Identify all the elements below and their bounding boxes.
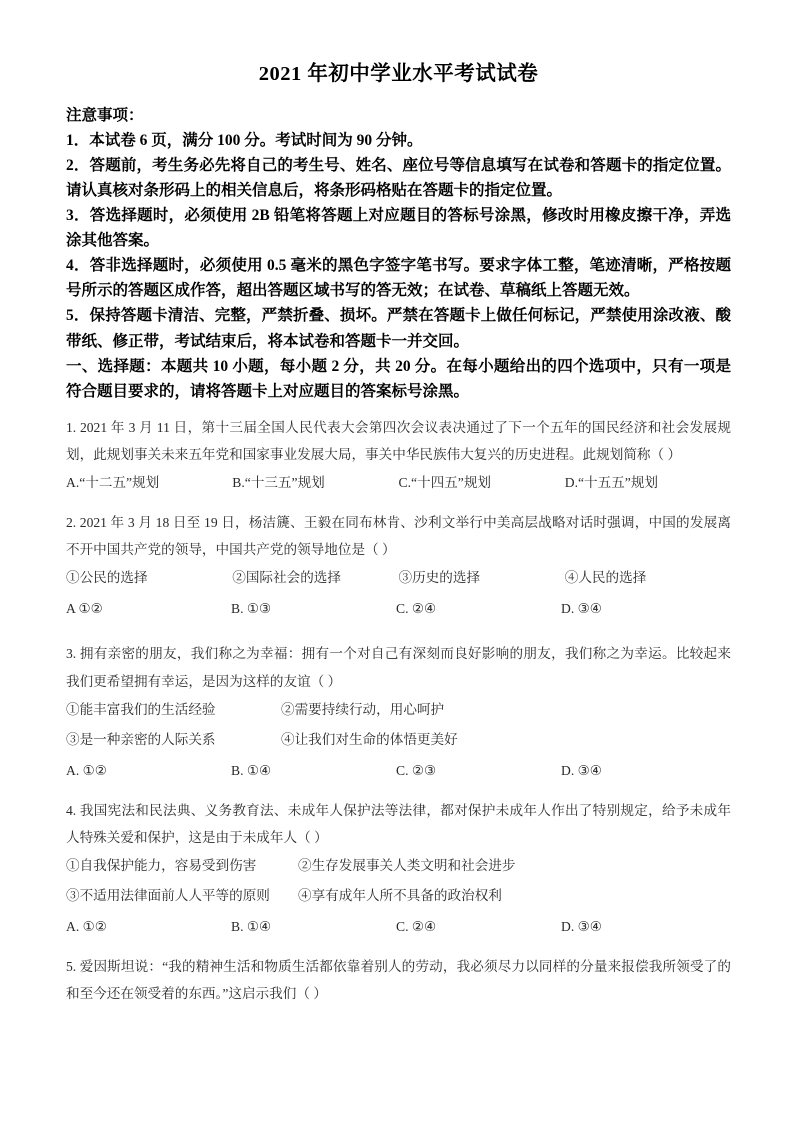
- question-5-stem: 5. 爱因斯坦说：“我的精神生活和物质生活都依靠着别人的劳动，我必须尽力以同样的分量来报偿我所领受了的和至今还在领受着的东西。”这启示我们（ ）: [66, 958, 731, 1001]
- question-4-choices: [66, 912, 731, 943]
- question-2-statement-1: ①公民的选择: [66, 570, 148, 586]
- question-1-choice-a[interactable]: A.“十二五”规划: [66, 475, 160, 491]
- question-4: [66, 797, 731, 943]
- question-2-statements: [66, 563, 731, 594]
- question-2-stem: 2. 2021 年 3 月 18 日至 19 日，杨洁篪、王毅在同布林肯、沙利文举行中美高层战略对话时强调，中国的发展离不开中国共产党的领导，中国共产党的领导地位是（ ）: [66, 514, 731, 558]
- question-4-statement-4: ④享有成年人所不具备的政治权利: [298, 888, 502, 904]
- question-3-stem: 3. 拥有亲密的朋友，我们称之为幸福：拥有一个对自己有深刻而良好影响的朋友，我们称之为幸运。比较起来我们更希望拥有幸运，是因为这样的友谊（ ）: [66, 646, 731, 689]
- question-3-statement-3: ③是一种亲密的人际关系: [66, 732, 216, 748]
- question-4-choice-b[interactable]: B. ①④: [231, 919, 272, 935]
- question-4-statements-row-1: [66, 851, 731, 882]
- question-3-choice-b[interactable]: B. ①④: [231, 762, 272, 778]
- page-title: 2021 年初中学业水平考试试卷: [258, 63, 539, 85]
- question-1-stem: 1. 2021 年 3 月 11 日，第十三届全国人民代表大会第四次会议表决通过了下一个五年的国民经济和社会发展规划，此规划事关未来五年党和国家事业发展大局，事关中华民族伟大复兴的历史进程。此规划简称（ ）: [66, 419, 731, 463]
- notice-item-1: 1．本试卷 6 页，满分 100 分。考试时间为 90 分钟。: [66, 131, 423, 149]
- question-2-choice-c[interactable]: C. ②④: [396, 600, 437, 616]
- question-4-statement-3: ③不适用法律面前人人平等的原则: [66, 888, 270, 904]
- question-4-choice-a[interactable]: A. ①②: [66, 919, 107, 935]
- question-1-choices: [66, 468, 731, 499]
- question-1: [66, 414, 731, 499]
- question-2-choice-d[interactable]: D. ③④: [561, 600, 602, 616]
- question-2: [66, 509, 731, 625]
- question-1-choice-c[interactable]: C.“十四五”规划: [398, 475, 492, 491]
- question-4-statement-1: ①自我保护能力，容易受到伤害: [66, 857, 257, 873]
- question-3-statement-1: ①能丰富我们的生活经验: [66, 701, 216, 717]
- question-3-statements-row-1: [66, 695, 731, 726]
- question-4-statement-2: ②生存发展事关人类文明和社会进步: [298, 857, 516, 873]
- question-3-statement-2: ②需要持续行动，用心呵护: [281, 701, 445, 717]
- notice-item-5: 5．保持答题卡清洁、完整，严禁折叠、损坏。严禁在答题卡上做任何标记，严禁使用涂改液、酸带纸、修正带，考试结束后，将本试卷和答题卡一并交回。: [66, 307, 731, 350]
- question-3: [66, 640, 731, 786]
- question-2-choices: [66, 594, 731, 625]
- question-spacer: [66, 624, 731, 630]
- notice-section: [66, 103, 731, 354]
- question-4-statements-row-2: [66, 881, 731, 912]
- question-3-choices: [66, 756, 731, 787]
- notice-item-4: 4．答非选择题时，必须使用 0.5 毫米的黑色字签字笔书写。要求字体工整，笔迹清晰，严格按题号所示的答题区成作答，超出答题区域书写的答无效；在试卷、草稿纸上答题无效。: [66, 257, 731, 300]
- notice-heading: 注意事项：: [66, 106, 144, 124]
- question-3-choice-d[interactable]: D. ③④: [561, 762, 602, 778]
- section-heading-multiple-choice: 一、选择题：本题共 10 小题，每小题 2 分，共 20 分。在每小题给出的四个选项中，只有一项是符合题目要求的，请将答题卡上对应题目的答案标号涂黑。: [66, 357, 731, 400]
- question-2-statement-4: ④人民的选择: [564, 570, 647, 586]
- question-4-choice-d[interactable]: D. ③④: [561, 919, 602, 935]
- notice-item-2: 2．答题前，考生务必先将自己的考生号、姓名、座位号等信息填写在试卷和答题卡的指定位置。请认真核对条形码上的相关信息后，将条形码格贴在答题卡的指定位置。: [66, 156, 731, 199]
- question-2-statement-3: ③历史的选择: [398, 570, 481, 586]
- notice-item-3: 3．答选择题时，必须使用 2B 铅笔将答题上对应题目的答标号涂黑，修改时用橡皮擦干净，弄选涂其他答案。: [66, 207, 731, 250]
- question-5: [66, 953, 731, 1007]
- question-3-choice-c[interactable]: C. ②③: [396, 762, 437, 778]
- question-1-choice-b[interactable]: B.“十三五”规划: [232, 475, 325, 491]
- question-4-choice-c[interactable]: C. ②④: [396, 919, 437, 935]
- question-2-statement-2: ②国际社会的选择: [232, 570, 341, 586]
- question-3-statements-row-2: [66, 725, 731, 756]
- question-4-stem: 4. 我国宪法和民法典、义务教育法、未成年人保护法等法律，都对保护未成年人作出了特别规定，给予未成年人特殊关爱和保护，这是由于未成年人（ ）: [66, 802, 731, 845]
- question-2-choice-b[interactable]: B. ①③: [231, 600, 272, 616]
- question-3-choice-a[interactable]: A. ①②: [66, 762, 107, 778]
- question-1-choice-d[interactable]: D.“十五五”规划: [564, 475, 659, 491]
- question-2-choice-a[interactable]: A ①②: [66, 600, 103, 616]
- question-3-statement-4: ④让我们对生命的体悟更美好: [281, 732, 458, 748]
